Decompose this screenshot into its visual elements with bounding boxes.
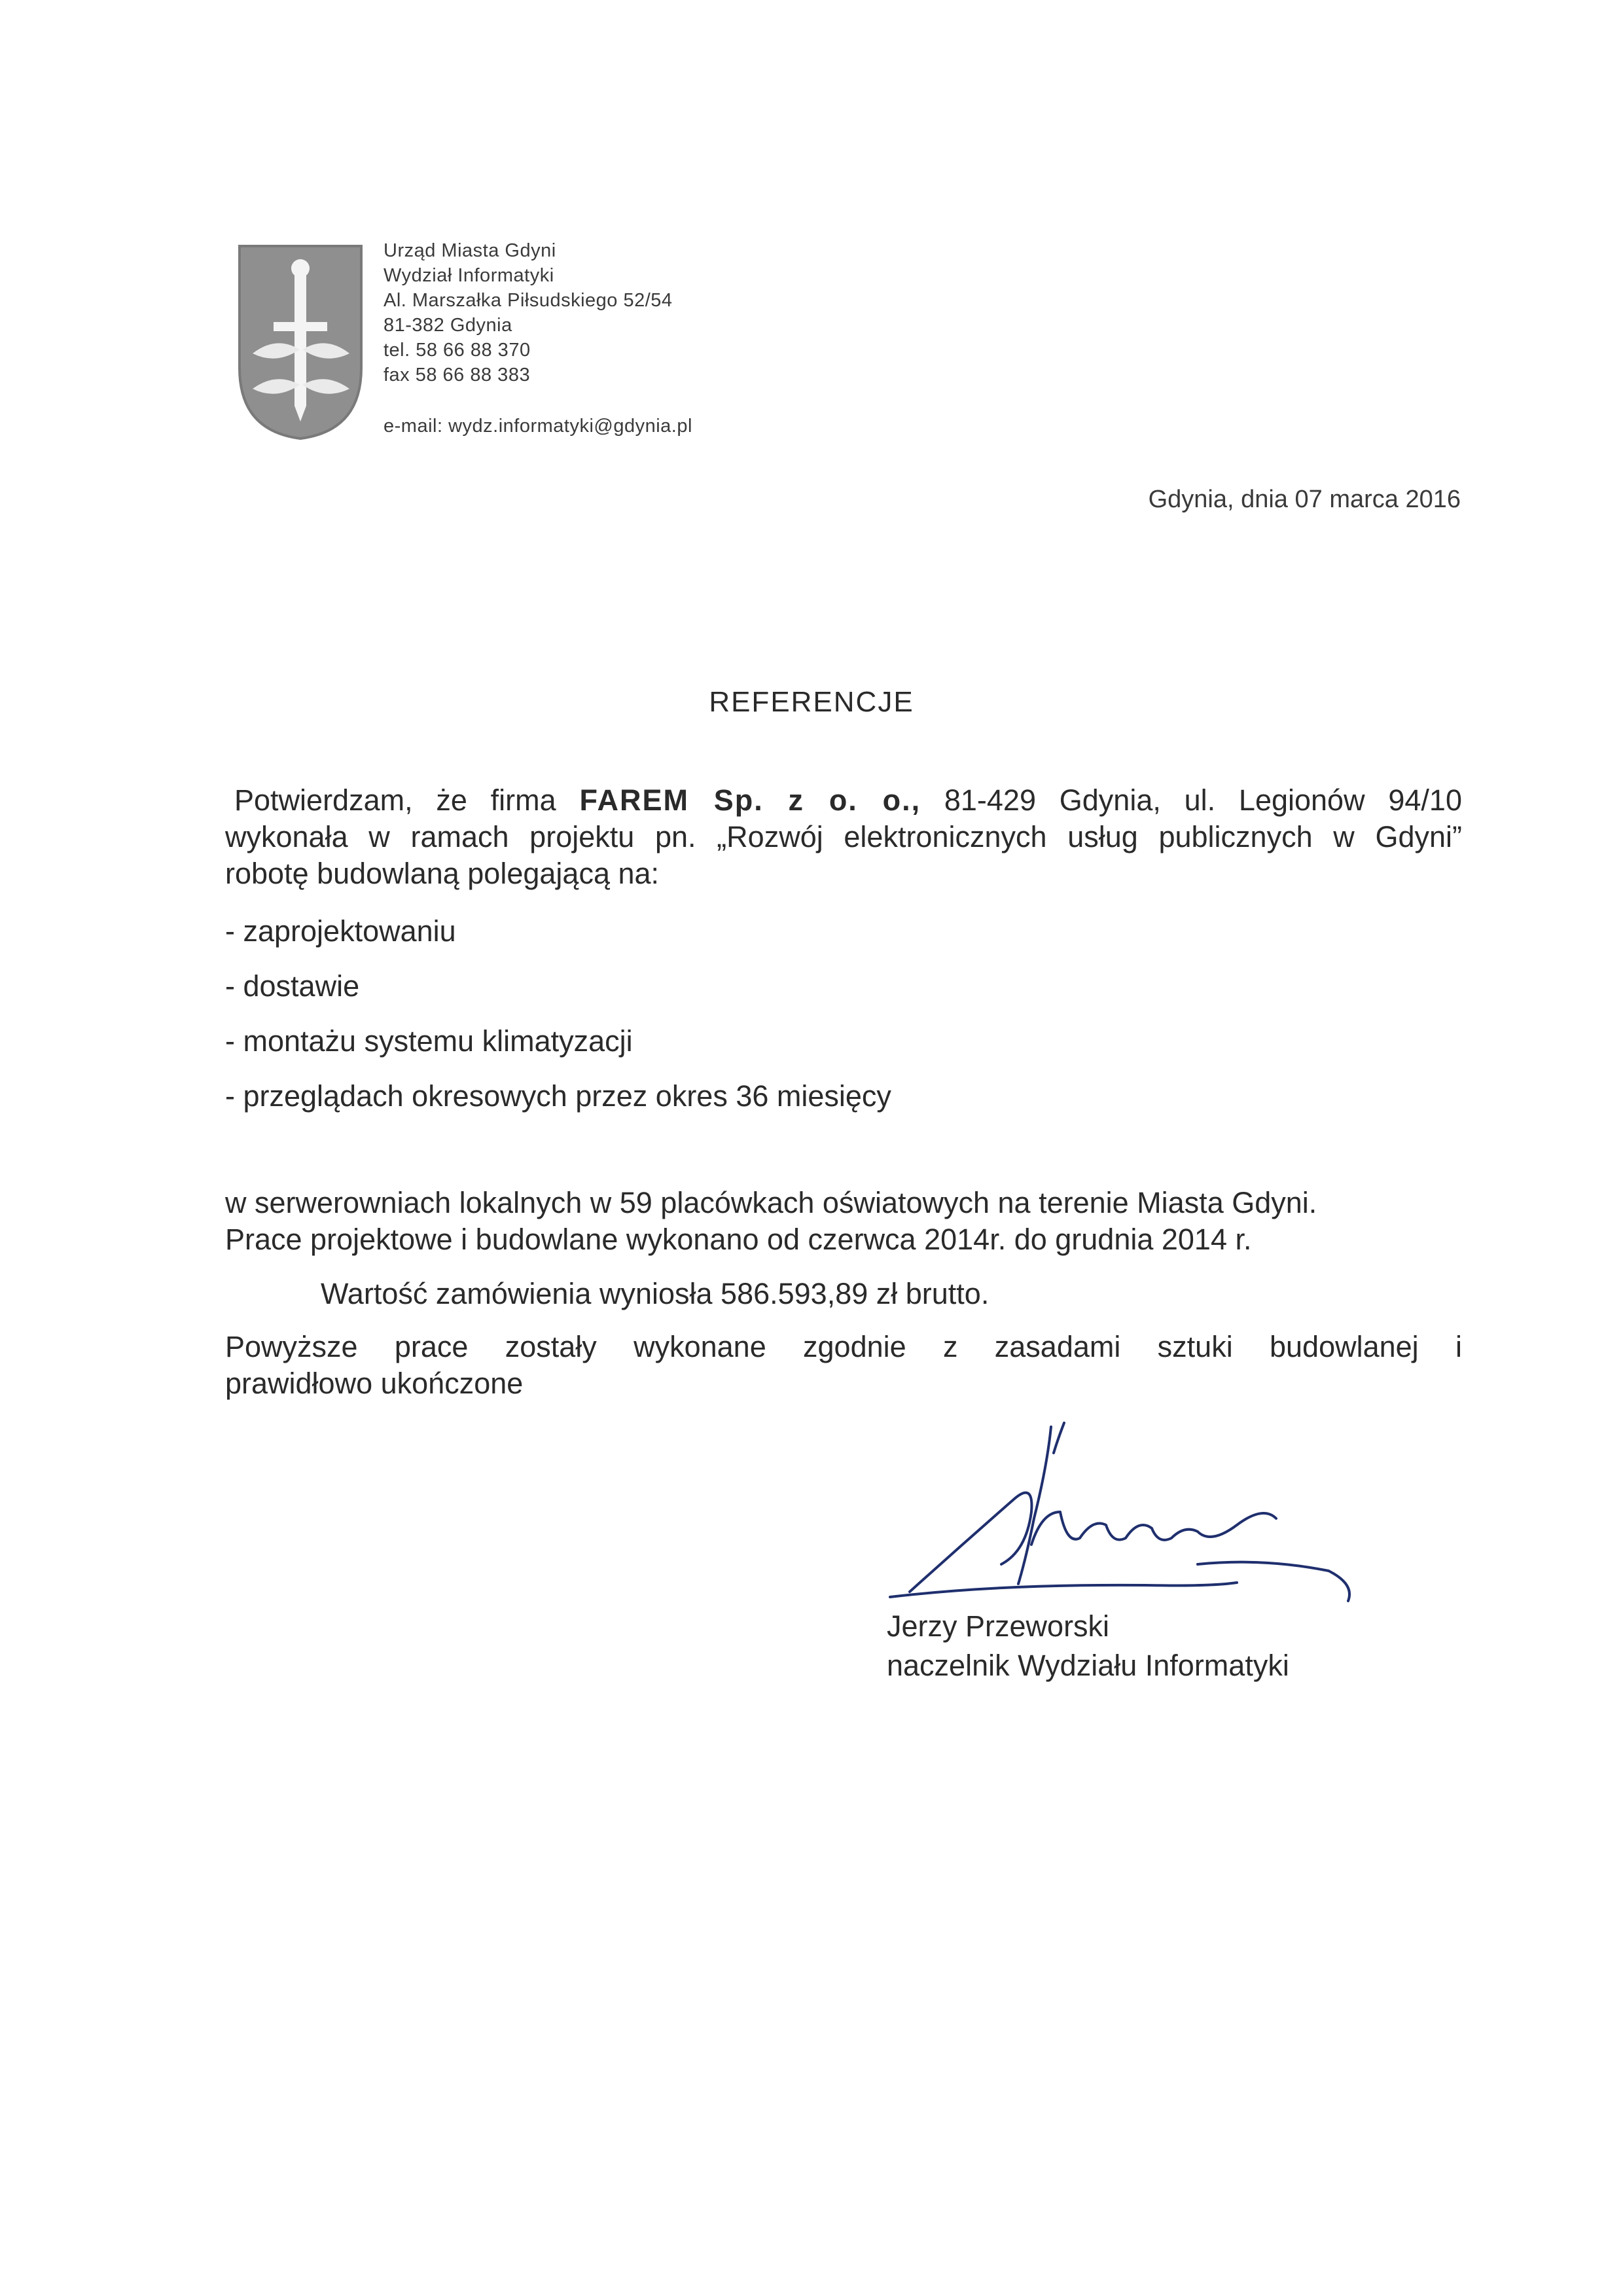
paragraph4-line1: Powyższe prace zostały wykonane zgodnie z zasadami sztuki budowlanej i xyxy=(225,1330,1462,1363)
order-value: Wartość zamówienia wyniosła 586.593,89 zł brutto. xyxy=(321,1277,990,1310)
paragraph2-line1: w serwerowniach lokalnych w 59 placówkach oświatowych na terenie Miasta Gdyni. xyxy=(225,1186,1317,1219)
letterhead-line: 81-382 Gdynia xyxy=(383,315,512,336)
letter-date: Gdynia, dnia 07 marca 2016 xyxy=(1148,486,1461,513)
document-title: REFERENCJE xyxy=(709,686,914,718)
handwritten-signature xyxy=(870,1414,1394,1610)
paragraph2-line2: Prace projektowe i budowlane wykonano od czerwca 2014r. do grudnia 2014 r. xyxy=(225,1223,1252,1256)
company-name: FAREM Sp. z o. o., xyxy=(579,783,921,817)
list-item: - montażu systemu klimatyzacji xyxy=(225,1024,633,1058)
paragraph1-line2: wykonała w ramach projektu pn. „Rozwój elektronicznych usług publicznych w Gdyni” xyxy=(225,820,1462,853)
list-item: - przeglądach okresowych przez okres 36 miesięcy xyxy=(225,1079,891,1113)
list-item: - dostawie xyxy=(225,969,360,1003)
signer-position: naczelnik Wydziału Informatyki xyxy=(887,1649,1289,1682)
letterhead-line: Al. Marszałka Piłsudskiego 52/54 xyxy=(383,290,673,311)
scope-list xyxy=(225,913,891,1133)
signer-block xyxy=(887,1607,1289,1685)
gdynia-coat-of-arms-icon xyxy=(237,243,364,441)
signer-name: Jerzy Przeworski xyxy=(887,1609,1110,1643)
letterhead-email: e-mail: wydz.informatyki@gdynia.pl xyxy=(383,416,692,437)
letterhead-address xyxy=(383,238,692,439)
letterhead-line: tel. 58 66 88 370 xyxy=(383,340,531,361)
paragraph1-prefix: Potwierdzam, że firma xyxy=(234,783,556,817)
paragraph1-suffix: 81-429 Gdynia, ul. Legionów 94/10 xyxy=(944,783,1462,817)
letterhead-line: fax 58 66 88 383 xyxy=(383,365,531,386)
paragraph4-line2: prawidłowo ukończone xyxy=(225,1367,524,1400)
paragraph1-line3: robotę budowlaną polegającą na: xyxy=(225,857,660,890)
paragraph1-line1 xyxy=(225,782,1462,819)
letterhead-line: Wydział Informatyki xyxy=(383,265,554,286)
letterhead-line: Urząd Miasta Gdyni xyxy=(383,240,556,261)
list-item: - zaprojektowaniu xyxy=(225,914,456,948)
